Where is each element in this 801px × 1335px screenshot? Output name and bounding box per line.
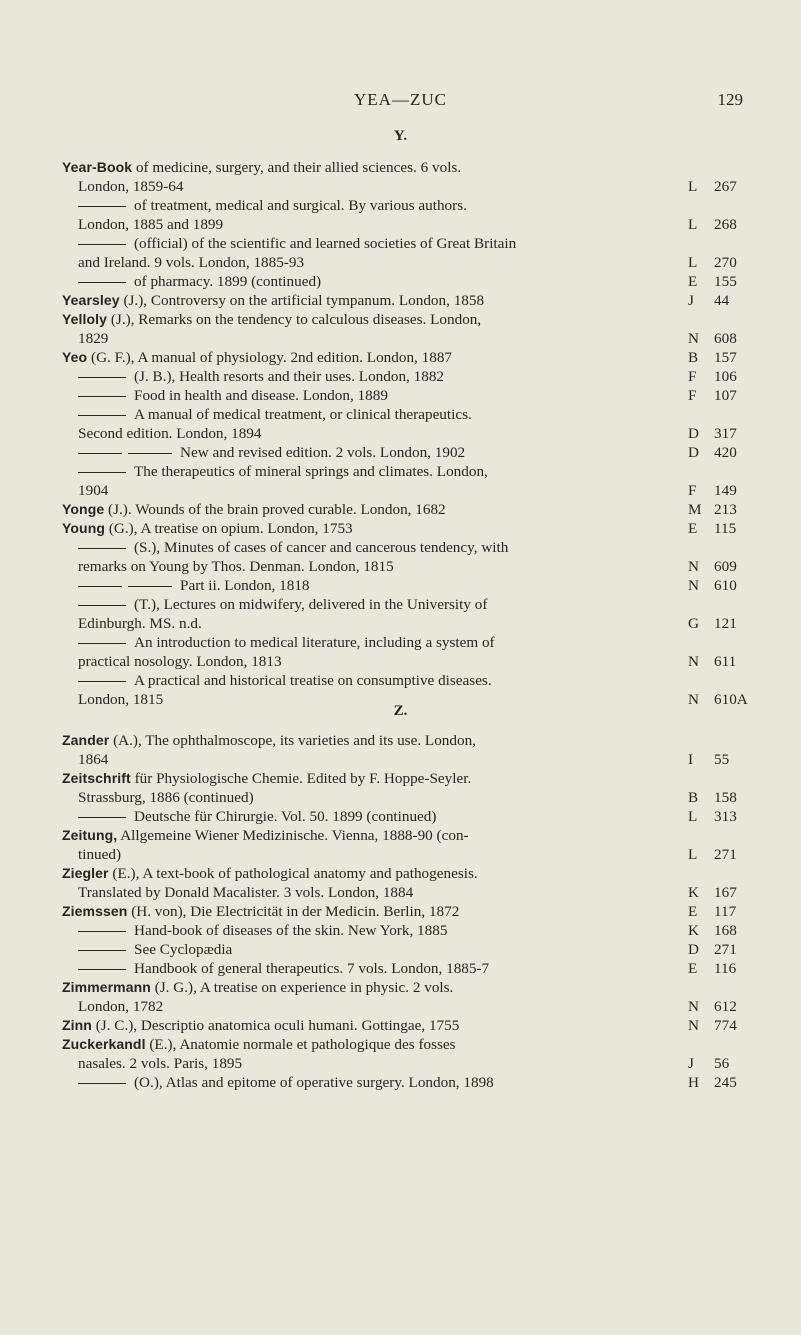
shelf-number: 609 [714, 558, 737, 575]
entry-line [0, 538, 801, 557]
entry-text: (S.), Minutes of cases of cancer and cancerous tendency, with [134, 539, 509, 556]
shelf-number: 271 [714, 846, 737, 863]
entry-line [0, 826, 801, 845]
shelf-number: 121 [714, 615, 737, 632]
entry-text: 1864 [78, 751, 109, 768]
index-entry [0, 234, 801, 272]
entry-heading: Ziemssen [62, 903, 128, 919]
shelf-number: 106 [714, 368, 737, 385]
shelf-location [688, 443, 737, 462]
shelf-location [688, 1054, 729, 1073]
shelf-letter: N [688, 691, 699, 708]
entry-text: (G.), A treatise on opium. London, 1753 [108, 520, 353, 537]
ditto-rule [128, 453, 172, 454]
ditto-rule [78, 282, 126, 283]
entry-line [0, 310, 801, 329]
shelf-number: 608 [714, 330, 737, 347]
page-number: 129 [717, 90, 743, 109]
entry-heading: Zeitschrift [62, 770, 131, 786]
shelf-number: 213 [714, 501, 737, 518]
index-entry [0, 462, 801, 500]
ditto-rule [78, 969, 126, 970]
shelf-location [688, 367, 737, 386]
shelf-number: 267 [714, 178, 737, 195]
entry-text: (T.), Lectures on midwifery, delivered in the University of [134, 596, 488, 613]
entry-text: (A.), The ophthalmoscope, its varieties and its use. London, [113, 732, 476, 749]
entry-heading: Yeo [62, 349, 88, 365]
entry-heading: Zander [62, 732, 110, 748]
index-entry [0, 921, 801, 940]
entry-text: (E.), Anatomie normale et pathologique des fosses [149, 1036, 456, 1053]
entry-line [0, 807, 801, 826]
entry-heading: Zinn [62, 1017, 92, 1033]
index-entry [0, 367, 801, 386]
entry-line [0, 253, 801, 272]
entry-line [0, 443, 801, 462]
entry-text: and Ireland. 9 vols. London, 1885-93 [78, 254, 305, 271]
entry-text: für Physiologische Chemie. Edited by F. Hoppe-Seyler. [134, 770, 472, 787]
index-entry [0, 1035, 801, 1073]
index-entry [0, 807, 801, 826]
shelf-letter: I [688, 751, 694, 768]
shelf-letter: N [688, 330, 699, 347]
index-entry [0, 576, 801, 595]
shelf-letter: K [688, 884, 699, 901]
entry-text: See Cyclopædia [134, 941, 233, 958]
shelf-number: 611 [714, 653, 737, 670]
entry-line [0, 788, 801, 807]
index-entry [0, 978, 801, 1016]
shelf-number: 270 [714, 254, 737, 271]
entry-line [0, 750, 801, 769]
entry-line [0, 978, 801, 997]
shelf-letter: L [688, 846, 698, 863]
ditto-rule [78, 548, 126, 549]
index-entry [0, 443, 801, 462]
index-entry [0, 1016, 801, 1035]
shelf-location [688, 902, 736, 921]
shelf-number: 115 [714, 520, 737, 537]
entry-heading: Year-Book [62, 159, 133, 175]
index-entry [0, 272, 801, 291]
shelf-location [688, 807, 737, 826]
shelf-number: 610A [714, 691, 748, 708]
shelf-location [688, 883, 737, 902]
shelf-letter: F [688, 387, 697, 404]
entry-text: nasales. 2 vols. Paris, 1895 [78, 1055, 243, 1072]
shelf-location [688, 750, 729, 769]
shelf-location [688, 291, 729, 310]
index-entry [0, 959, 801, 978]
entry-line [0, 367, 801, 386]
entry-line [0, 864, 801, 883]
shelf-letter: D [688, 425, 699, 442]
entry-line [0, 196, 801, 215]
shelf-letter: N [688, 558, 699, 575]
entry-line [0, 500, 801, 519]
entry-text: of medicine, surgery, and their allied sciences. 6 vols. [135, 159, 462, 176]
shelf-letter: B [688, 789, 699, 806]
entry-text: practical nosology. London, 1813 [78, 653, 282, 670]
ditto-rule [78, 605, 126, 606]
shelf-number: 268 [714, 216, 737, 233]
entry-line [0, 883, 801, 902]
shelf-number: 155 [714, 273, 737, 290]
shelf-location [688, 788, 737, 807]
shelf-number: 317 [714, 425, 737, 442]
index-entry [0, 1073, 801, 1092]
index-entry [0, 769, 801, 807]
ditto-rule [78, 415, 126, 416]
entry-text: Part ii. London, 1818 [180, 577, 310, 594]
shelf-letter: F [688, 482, 697, 499]
entry-text: (J. C.), Descriptio anatomica oculi humani. Gottingae, 1755 [95, 1017, 460, 1034]
shelf-letter: E [688, 520, 698, 537]
shelf-location [688, 576, 737, 595]
entry-line [0, 940, 801, 959]
shelf-location [688, 329, 737, 348]
entry-text: An introduction to medical literature, including a system of [134, 634, 495, 651]
entry-text: 1829 [78, 330, 109, 347]
entry-line [0, 652, 801, 671]
entry-text: (J.), Remarks on the tendency to calculous diseases. London, [110, 311, 482, 328]
index-entry [0, 158, 801, 196]
entry-text: London, 1885 and 1899 [78, 216, 224, 233]
entry-line [0, 769, 801, 788]
shelf-number: 168 [714, 922, 737, 939]
entry-text: Handbook of general therapeutics. 7 vols. London, 1885-7 [134, 960, 490, 977]
entry-line [0, 557, 801, 576]
entry-heading: Young [62, 520, 106, 536]
entry-line [0, 1073, 801, 1092]
entry-line [0, 424, 801, 443]
entry-text: A manual of medical treatment, or clinical therapeutics. [134, 406, 472, 423]
ditto-rule [78, 396, 126, 397]
ditto-rule [128, 586, 172, 587]
index-entry [0, 864, 801, 902]
entry-text: remarks on Young by Thos. Denman. London, 1815 [78, 558, 394, 575]
entry-heading: Yonge [62, 501, 105, 517]
entry-line [0, 959, 801, 978]
running-head-title: YEA—ZUC [354, 90, 447, 109]
shelf-letter: M [688, 501, 702, 518]
entry-line [0, 1016, 801, 1035]
entry-line [0, 329, 801, 348]
entry-text: Translated by Donald Macalister. 3 vols. London, 1884 [78, 884, 414, 901]
entry-line [0, 481, 801, 500]
index-entry [0, 519, 801, 538]
index-entry [0, 595, 801, 633]
entry-line [0, 462, 801, 481]
shelf-location [688, 481, 737, 500]
shelf-letter: G [688, 615, 699, 632]
entry-line [0, 1054, 801, 1073]
index-entry [0, 386, 801, 405]
entry-heading: Ziegler [62, 865, 109, 881]
index-entry [0, 348, 801, 367]
index-entry [0, 633, 801, 671]
shelf-location [688, 1016, 737, 1035]
entry-line [0, 614, 801, 633]
shelf-location [688, 177, 737, 196]
shelf-location [688, 845, 737, 864]
shelf-letter: D [688, 941, 699, 958]
entry-text: New and revised edition. 2 vols. London, 1902 [180, 444, 466, 461]
entry-text: The therapeutics of mineral springs and climates. London, [134, 463, 488, 480]
shelf-letter: L [688, 178, 698, 195]
shelf-number: 158 [714, 789, 737, 806]
shelf-letter: B [688, 349, 699, 366]
index-entry [0, 940, 801, 959]
shelf-number: 420 [714, 444, 737, 461]
entry-text: (E.), A text-book of pathological anatomy and pathogenesis. [112, 865, 478, 882]
shelf-letter: L [688, 254, 698, 271]
ditto-rule [78, 453, 122, 454]
section-letter-y: Y. [393, 128, 408, 144]
entry-text: tinued) [78, 846, 122, 863]
index-section-y [0, 158, 801, 709]
running-head [0, 90, 801, 114]
ditto-rule [78, 950, 126, 951]
entry-line [0, 158, 801, 177]
shelf-letter: N [688, 1017, 699, 1034]
shelf-letter: E [688, 960, 698, 977]
entry-text: (H. von), Die Electricität in der Medicin. Berlin, 1872 [131, 903, 460, 920]
entry-heading: Yelloly [62, 311, 108, 327]
shelf-location [688, 997, 737, 1016]
shelf-number: 313 [714, 808, 737, 825]
entry-line [0, 291, 801, 310]
entry-line [0, 405, 801, 424]
ditto-rule [78, 643, 126, 644]
shelf-location [688, 921, 737, 940]
shelf-letter: D [688, 444, 699, 461]
entry-line [0, 671, 801, 690]
entry-text: A practical and historical treatise on consumptive diseases. [134, 672, 492, 689]
shelf-letter: H [688, 1074, 699, 1091]
ditto-rule [78, 817, 126, 818]
shelf-location [688, 1073, 737, 1092]
shelf-location [688, 652, 736, 671]
shelf-location [688, 500, 737, 519]
entry-text: of pharmacy. 1899 (continued) [134, 273, 322, 290]
shelf-letter: K [688, 922, 699, 939]
entry-line [0, 595, 801, 614]
entry-text: Hand-book of diseases of the skin. New York, 1885 [134, 922, 448, 939]
entry-heading: Zeitung, [62, 827, 118, 843]
entry-text: (O.), Atlas and epitome of operative surgery. London, 1898 [134, 1074, 494, 1091]
shelf-letter: E [688, 903, 698, 920]
shelf-letter: L [688, 216, 698, 233]
entry-line [0, 215, 801, 234]
ditto-rule [78, 586, 122, 587]
entry-text: (official) of the scientific and learned societies of Great Britain [134, 235, 517, 252]
entry-heading: Zuckerkandl [62, 1036, 146, 1052]
shelf-location [688, 424, 737, 443]
shelf-number: 271 [714, 941, 737, 958]
entry-line [0, 272, 801, 291]
shelf-number: 245 [714, 1074, 737, 1091]
entry-text: (G. F.), A manual of physiology. 2nd edition. London, 1887 [91, 349, 453, 366]
shelf-location [688, 614, 737, 633]
shelf-location [688, 253, 737, 272]
shelf-location [688, 557, 737, 576]
entry-heading: Yearsley [62, 292, 120, 308]
entry-text: Deutsche für Chirurgie. Vol. 50. 1899 (continued) [134, 808, 437, 825]
ditto-rule [78, 931, 126, 932]
entry-text: Edinburgh. MS. n.d. [78, 615, 202, 632]
ditto-rule [78, 244, 126, 245]
shelf-location [688, 386, 737, 405]
shelf-location [688, 215, 737, 234]
shelf-number: 149 [714, 482, 737, 499]
index-entry [0, 310, 801, 348]
entry-line [0, 234, 801, 253]
entry-text: Allgemeine Wiener Medizinische. Vienna, 1888-90 (con- [120, 827, 469, 844]
entry-line [0, 177, 801, 196]
shelf-number: 116 [714, 960, 737, 977]
index-entry [0, 731, 801, 769]
entry-text: Food in health and disease. London, 1889 [134, 387, 388, 404]
entry-text: Strassburg, 1886 (continued) [78, 789, 254, 806]
index-entry [0, 196, 801, 234]
index-entry [0, 826, 801, 864]
shelf-number: 157 [714, 349, 737, 366]
shelf-number: 167 [714, 884, 737, 901]
entry-text: (J.), Controversy on the artificial tympanum. London, 1858 [123, 292, 485, 309]
entry-line [0, 576, 801, 595]
index-section-z [0, 731, 801, 1092]
entry-line [0, 633, 801, 652]
ditto-rule [78, 206, 126, 207]
shelf-letter: N [688, 577, 699, 594]
entry-line [0, 386, 801, 405]
shelf-letter: F [688, 368, 697, 385]
entry-line [0, 997, 801, 1016]
entry-text: London, 1782 [78, 998, 164, 1015]
ditto-rule [78, 377, 126, 378]
entry-line [0, 731, 801, 750]
shelf-location [688, 272, 737, 291]
index-entry [0, 291, 801, 310]
ditto-rule [78, 472, 126, 473]
entry-text: of treatment, medical and surgical. By various authors. [134, 197, 467, 214]
shelf-letter: N [688, 998, 699, 1015]
shelf-location [688, 519, 736, 538]
entry-text: (J. B.), Health resorts and their uses. London, 1882 [134, 368, 445, 385]
index-entry [0, 538, 801, 576]
entry-line [0, 902, 801, 921]
shelf-letter: J [688, 292, 694, 309]
section-letter-z: Z. [393, 703, 408, 719]
shelf-number: 55 [714, 751, 730, 768]
entry-text: (J.). Wounds of the brain proved curable. London, 1682 [108, 501, 446, 518]
shelf-number: 44 [714, 292, 730, 309]
entry-line [0, 348, 801, 367]
entry-line [0, 519, 801, 538]
entry-text: (J. G.), A treatise on experience in physic. 2 vols. [154, 979, 454, 996]
index-entry [0, 405, 801, 443]
entry-line [0, 921, 801, 940]
entry-text: 1904 [78, 482, 109, 499]
shelf-letter: N [688, 653, 699, 670]
shelf-number: 117 [714, 903, 737, 920]
shelf-location [688, 959, 736, 978]
shelf-number: 56 [714, 1055, 730, 1072]
ditto-rule [78, 1083, 126, 1084]
entry-text: London, 1815 [78, 691, 164, 708]
shelf-number: 612 [714, 998, 737, 1015]
shelf-number: 107 [714, 387, 737, 404]
entry-text: London, 1859-64 [78, 178, 184, 195]
shelf-number: 774 [714, 1017, 737, 1034]
shelf-location [688, 940, 737, 959]
shelf-letter: L [688, 808, 698, 825]
index-entry [0, 902, 801, 921]
shelf-letter: J [688, 1055, 694, 1072]
index-entry [0, 500, 801, 519]
entry-heading: Zimmermann [62, 979, 151, 995]
shelf-letter: E [688, 273, 698, 290]
shelf-location [688, 348, 737, 367]
shelf-number: 610 [714, 577, 737, 594]
entry-line [0, 1035, 801, 1054]
ditto-rule [78, 681, 126, 682]
entry-text: Second edition. London, 1894 [78, 425, 262, 442]
entry-line [0, 845, 801, 864]
